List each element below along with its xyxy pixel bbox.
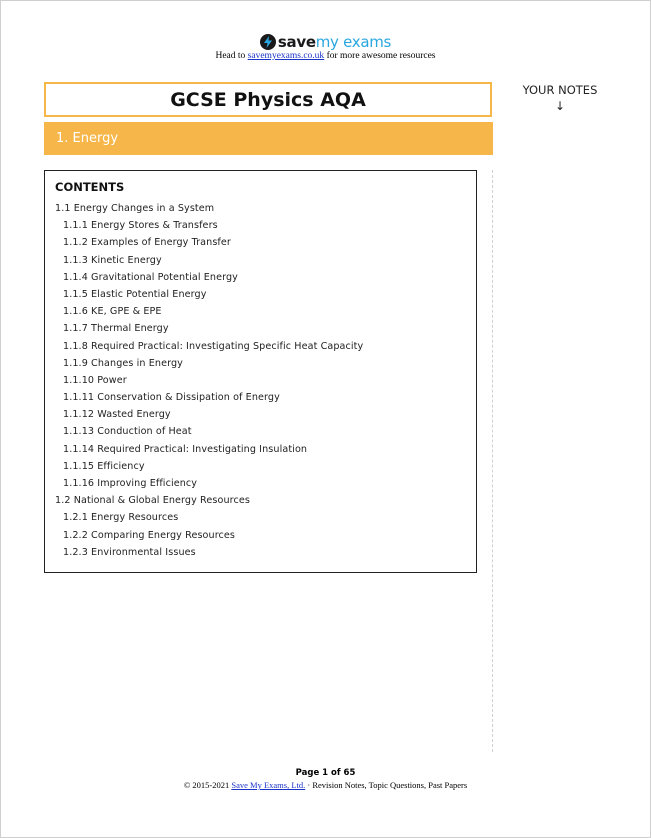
toc-topic-link[interactable]: 1.2 National & Global Energy Resources [55,495,250,507]
toc-subtopic-link[interactable]: 1.1.2 Examples of Energy Transfer [63,237,231,249]
copyright-prefix: © 2015-2021 [183,780,232,790]
toc-subtopic-link[interactable]: 1.1.4 Gravitational Potential Energy [63,271,238,283]
document-title-box [44,82,492,117]
toc-subtopic-link[interactable]: 1.1.10 Power [63,374,127,386]
toc-subtopic-link[interactable]: 1.1.15 Efficiency [63,460,145,472]
contents-heading: CONTENTS [55,180,125,194]
section-title: 1. Energy [56,131,119,146]
toc-subtopic-link[interactable]: 1.1.7 Thermal Energy [63,323,169,335]
logo-word-myexams: my exams [315,33,392,51]
toc-subtopic-link[interactable]: 1.2.2 Comparing Energy Resources [63,529,236,541]
toc-subtopic-link[interactable]: 1.1.1 Energy Stores & Transfers [63,220,218,232]
toc-subtopic-link[interactable]: 1.1.14 Required Practical: Investigating Insulation [63,443,308,455]
toc-subtopic-link[interactable]: 1.1.5 Elastic Potential Energy [63,288,207,300]
toc-subtopic-link[interactable]: 1.1.12 Wasted Energy [63,409,171,421]
toc-subtopic-link[interactable]: 1.1.6 KE, GPE & EPE [63,306,162,318]
website-link[interactable]: savemyexams.co.uk [247,51,325,61]
toc-subtopic-link[interactable]: 1.1.11 Conservation & Dissipation of Energy [63,392,280,404]
page-number: Page 1 of 65 [295,768,356,778]
document-title: GCSE Physics AQA [170,88,366,111]
toc-subtopic-link[interactable]: 1.2.3 Environmental Issues [63,546,196,558]
tagline-suffix: for more awesome resources [324,51,436,61]
toc-subtopic-link[interactable]: 1.2.1 Energy Resources [63,512,179,524]
logo-word-save: save [277,33,316,51]
lightning-bolt-icon [260,34,276,50]
tagline-prefix: Head to [215,51,248,61]
toc-subtopic-link[interactable]: 1.1.3 Kinetic Energy [63,254,162,266]
header-tagline [0,51,651,61]
copyright-link[interactable]: Save My Exams, Ltd. [231,780,306,790]
footer-copyright [0,780,651,790]
toc-subtopic-link[interactable]: 1.1.8 Required Practical: Investigating Specific Heat Capacity [63,340,364,352]
down-arrow-icon: ↓ [554,99,566,113]
toc-topic-link[interactable]: 1.1 Energy Changes in a System [55,203,215,214]
toc-subtopic-link[interactable]: 1.1.13 Conduction of Heat [63,426,192,438]
table-of-contents [55,200,363,561]
toc-subtopic-link[interactable]: 1.1.16 Improving Efficiency [63,478,198,489]
brand-logo[interactable] [0,32,651,52]
toc-subtopic-link[interactable]: 1.1.9 Changes in Energy [63,357,183,369]
notes-divider [492,170,493,752]
section-header [44,122,493,155]
contents-box [44,170,477,573]
copyright-suffix: · Revision Notes, Topic Questions, Past Papers [305,780,468,790]
your-notes-label: YOUR NOTES [522,83,598,97]
